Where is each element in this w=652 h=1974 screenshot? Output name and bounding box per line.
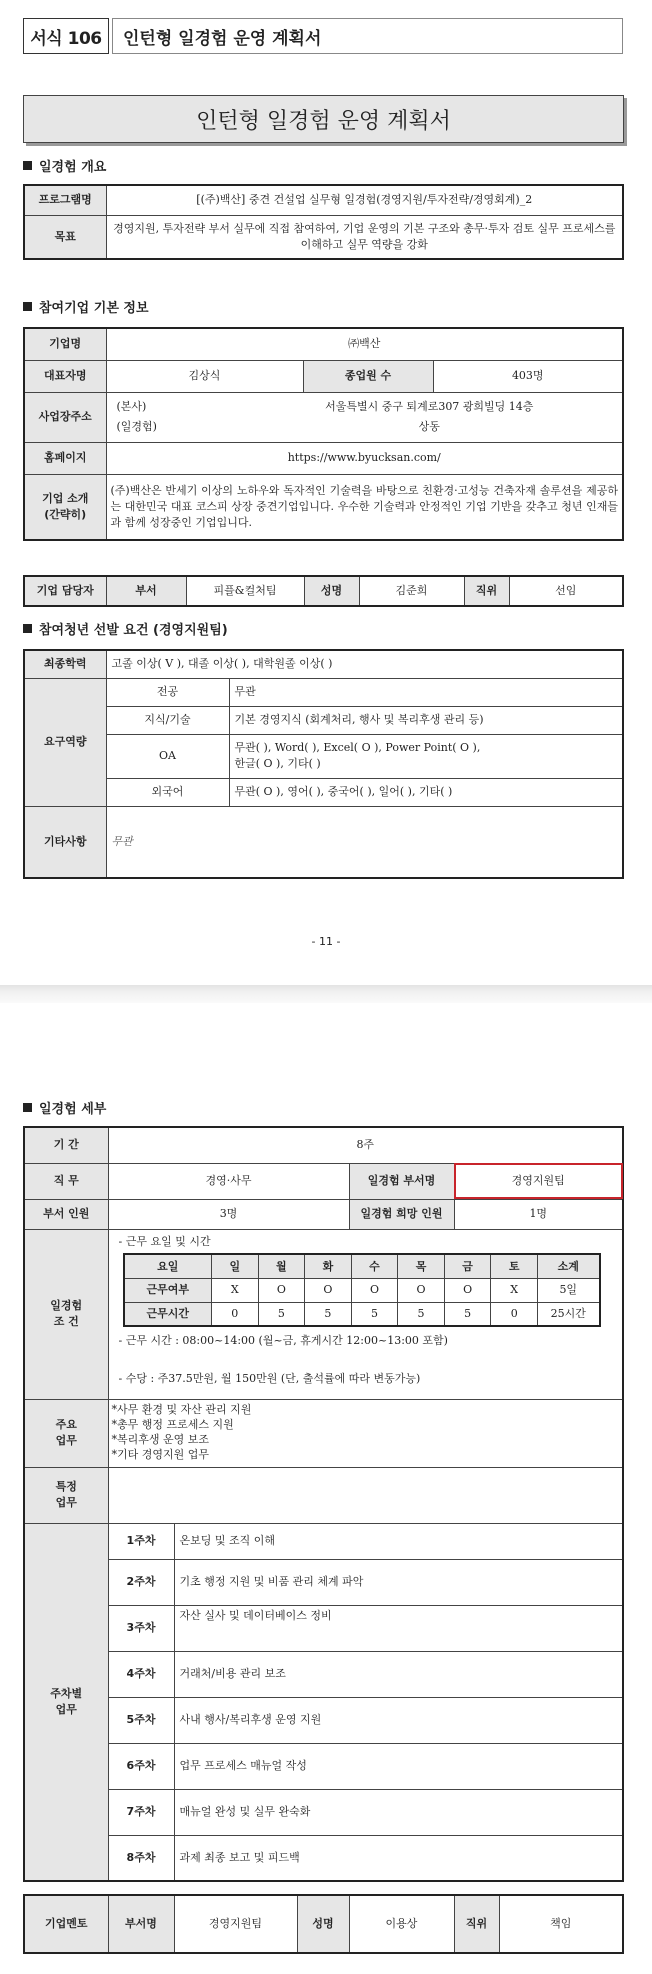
square-bullet-icon: [23, 1103, 32, 1112]
schedule-cell: X: [491, 1278, 538, 1302]
goal-value: 경영지원, 투자전략 부서 실무에 직접 참여하여, 기업 운영의 기본 구조와 총무·투자 검토 실무 프로세스를 이해하고 실무 역량을 강화: [106, 215, 623, 259]
mentor-pos-label: 직위: [454, 1895, 499, 1953]
goal-label: 목표: [24, 215, 106, 259]
schedule-cell: 5: [351, 1302, 398, 1326]
mentor-pos-value: 책임: [499, 1895, 623, 1953]
section-heading-overview: [23, 156, 106, 174]
oa-label: OA: [106, 734, 229, 778]
schedule-cell: O: [305, 1278, 352, 1302]
section-heading-detail: [23, 1098, 106, 1116]
mentor-name-value: 이용상: [349, 1895, 454, 1953]
document-page-1: [0, 0, 652, 985]
duty-value: 경영·사무: [108, 1163, 349, 1199]
contact-pos-value: 선임: [509, 576, 623, 606]
company-table: [23, 327, 624, 541]
oa-value-line1: 무관( ), Word( ), Excel( O ), Power Point( O ),: [234, 741, 481, 755]
week-number: 3주차: [108, 1605, 174, 1651]
hq-value: 서울특별시 중구 퇴계로307 광희빌딩 14층: [325, 400, 534, 414]
condition-label-line1: 일경험: [50, 1299, 83, 1313]
week-number: 4주차: [108, 1651, 174, 1697]
main-task-list: [108, 1399, 623, 1467]
schedule-header: 목: [398, 1254, 445, 1278]
company-name-label: 기업명: [24, 328, 106, 360]
company-name-value: ㈜백산: [106, 328, 623, 360]
homepage-link[interactable]: https://www.byucksan.com/: [106, 442, 623, 474]
schedule-row-label: 근무여부: [124, 1278, 212, 1302]
contact-table: [23, 575, 624, 607]
week-number: 6주차: [108, 1743, 174, 1789]
schedule-header: 토: [491, 1254, 538, 1278]
mentor-dept-value: 경영지원팀: [174, 1895, 297, 1953]
week-task: 기초 행정 지원 및 비품 관리 체계 파악: [174, 1559, 623, 1605]
form-number: 서식 106: [23, 18, 109, 54]
competency-label: 요구역량: [24, 678, 106, 806]
edu-label: 최종학력: [24, 650, 106, 678]
schedule-cell: X: [212, 1278, 259, 1302]
skill-value: 기본 경영지식 (회계처리, 행사 및 복리후생 관리 등): [229, 706, 623, 734]
section-heading-text: 참여기업 기본 정보: [39, 300, 149, 316]
week-task: 업무 프로세스 매뉴얼 작성: [174, 1743, 623, 1789]
page-number: - 11 -: [311, 935, 341, 948]
square-bullet-icon: [23, 302, 32, 311]
major-label: 전공: [106, 678, 229, 706]
main-task-item: *사무 환경 및 자산 관리 지원: [111, 1403, 252, 1417]
main-task-label-line2: 업무: [55, 1434, 77, 1447]
schedule-cell: 5: [305, 1302, 352, 1326]
week-task: 사내 행사/복리후생 운영 지원: [174, 1697, 623, 1743]
contact-name-value: 김준희: [359, 576, 464, 606]
main-task-item: *복리후생 운영 보조: [111, 1433, 210, 1446]
duty-label: 직 무: [24, 1163, 108, 1199]
intro-label-line2: (간략히): [44, 507, 87, 521]
week-number: 8주차: [108, 1835, 174, 1881]
schedule-header: 일: [212, 1254, 259, 1278]
staff-label: 종업원 수: [303, 360, 433, 392]
etc-label: 기타사항: [24, 806, 106, 878]
contact-dept-label: 부서: [106, 576, 186, 606]
special-task-label-line2: 업무: [55, 1496, 77, 1509]
overview-table: [23, 184, 624, 260]
square-bullet-icon: [23, 624, 32, 633]
site-label: (일경험): [116, 420, 157, 433]
address-value: [106, 392, 623, 442]
week-task: 과제 최종 보고 및 피드백: [174, 1835, 623, 1881]
wish-label: 일경험 희망 인원: [349, 1199, 454, 1229]
weekly-task-label-line1: 주차별: [50, 1686, 83, 1700]
condition-time: - 근무 시간 : 08:00~14:00 (월~금, 휴게시간 12:00~13:00 포함): [118, 1334, 448, 1348]
schedule-header: 월: [258, 1254, 305, 1278]
dept-value-highlighted: 경영지원팀: [454, 1163, 623, 1199]
schedule-cell: 5: [398, 1302, 445, 1326]
section-heading-text: 참여청년 선발 요건 (경영지원팀): [39, 622, 228, 638]
week-number: 2주차: [108, 1559, 174, 1605]
ceo-value: 김상식: [106, 360, 303, 392]
schedule-header: 요일: [124, 1254, 212, 1278]
requirements-table: [23, 649, 624, 879]
week-task: 온보딩 및 조직 이해: [174, 1523, 623, 1559]
schedule-work-row: [124, 1278, 600, 1302]
contact-label: 기업 담당자: [24, 576, 106, 606]
schedule-cell: 0: [212, 1302, 259, 1326]
schedule-header-row: [124, 1254, 600, 1278]
mentor-table: [23, 1894, 624, 1954]
schedule-cell: O: [444, 1278, 491, 1302]
mentor-dept-label: 부서명: [108, 1895, 174, 1953]
condition-sub: - 근무 요일 및 시간: [118, 1234, 211, 1248]
dept-staff-label: 부서 인원: [24, 1199, 108, 1229]
section-heading-text: 일경험 세부: [39, 1101, 107, 1117]
schedule-cell: O: [258, 1278, 305, 1302]
schedule-table: [123, 1253, 601, 1327]
weekly-task-label-line2: 업무: [55, 1702, 77, 1716]
ceo-label: 대표자명: [24, 360, 106, 392]
wish-value: 1명: [454, 1199, 623, 1229]
main-task-item: *총무 행정 프로세스 지원: [111, 1418, 234, 1432]
period-label: 기 간: [24, 1127, 108, 1163]
schedule-header: 수: [351, 1254, 398, 1278]
schedule-cell: 5: [258, 1302, 305, 1326]
program-label: 프로그램명: [24, 185, 106, 215]
contact-name-label: 성명: [304, 576, 359, 606]
oa-value: [229, 734, 623, 778]
schedule-hours-row: [124, 1302, 600, 1326]
special-task-label: [24, 1467, 108, 1523]
condition-cell: [108, 1229, 623, 1399]
square-bullet-icon: [23, 161, 32, 170]
condition-label-line2: 조 건: [53, 1315, 79, 1328]
contact-pos-label: 직위: [464, 576, 509, 606]
banner-title: 인턴형 일경험 운영 계획서: [23, 95, 624, 143]
schedule-cell: 5: [444, 1302, 491, 1326]
program-value: [(주)백산] 중견 건설업 실무형 일경험(경영지원/투자전략/경영회계)_2: [106, 185, 623, 215]
schedule-cell: 25시간: [538, 1302, 600, 1326]
section-heading-company: [23, 297, 149, 315]
week-number: 5주차: [108, 1697, 174, 1743]
mentor-name-label: 성명: [297, 1895, 349, 1953]
document-page-2: [0, 1003, 652, 1974]
intro-label: [24, 474, 106, 540]
special-task-value: [108, 1467, 623, 1523]
main-task-label: [24, 1399, 108, 1467]
schedule-row-label: 근무시간: [124, 1302, 212, 1326]
major-value: 무관: [229, 678, 623, 706]
staff-value: 403명: [433, 360, 623, 392]
etc-value: 무관: [106, 806, 623, 878]
special-task-label-line1: 특정: [55, 1480, 77, 1494]
main-task-item: *기타 경영지원 업무: [111, 1447, 210, 1461]
condition-pay: - 수당 : 주37.5만원, 월 150만원 (단, 출석률에 따라 변동가능): [118, 1372, 421, 1386]
address-label: 사업장주소: [24, 392, 106, 442]
section-heading-requirements: [23, 619, 228, 637]
week-task: 자산 실사 및 데이터베이스 정비: [174, 1605, 623, 1651]
week-task: 거래처/비용 관리 보조: [174, 1651, 623, 1697]
week-task: 매뉴얼 완성 및 실무 완숙화: [174, 1789, 623, 1835]
period-value: 8주: [108, 1127, 623, 1163]
detail-table: [23, 1126, 624, 1882]
site-value: 상동: [418, 420, 440, 433]
dept-label: 일경험 부서명: [349, 1163, 454, 1199]
lang-value: 무관( O ), 영어( ), 중국어( ), 일어( ), 기타( ): [229, 778, 623, 806]
page-separator: [0, 985, 652, 1003]
form-title: 인턴형 일경험 운영 계획서: [112, 18, 623, 54]
intro-label-line1: 기업 소개: [42, 491, 89, 505]
week-number: 7주차: [108, 1789, 174, 1835]
homepage-label: 홈페이지: [24, 442, 106, 474]
schedule-cell: 5일: [538, 1278, 600, 1302]
main-task-label-line1: 주요: [55, 1418, 77, 1432]
condition-label: [24, 1229, 108, 1399]
mentor-label: 기업멘토: [24, 1895, 108, 1953]
hq-label: (본사): [116, 400, 147, 414]
schedule-header: 소계: [538, 1254, 600, 1278]
week-number: 1주차: [108, 1523, 174, 1559]
oa-value-line2: 한글( O ), 기타( ): [234, 757, 321, 770]
dept-staff-value: 3명: [108, 1199, 349, 1229]
schedule-header: 금: [444, 1254, 491, 1278]
lang-label: 외국어: [106, 778, 229, 806]
schedule-cell: 0: [491, 1302, 538, 1326]
schedule-cell: O: [351, 1278, 398, 1302]
schedule-cell: O: [398, 1278, 445, 1302]
skill-label: 지식/기술: [106, 706, 229, 734]
intro-value: (주)백산은 반세기 이상의 노하우와 독자적인 기술력을 바탕으로 친환경·고성능 건축자재 솔루션을 제공하는 대한민국 대표 코스피 상장 중견기업입니다. 우수한 기술력과 안정적인 기업 기반을 갖추고 청년 인재들과 함께 성장중인 기업입니다.: [106, 474, 623, 540]
section-heading-text: 일경험 개요: [39, 159, 107, 175]
edu-value: 고졸 이상( V ), 대졸 이상( ), 대학원졸 이상( ): [106, 650, 623, 678]
contact-dept-value: 피플&컬처팀: [186, 576, 304, 606]
weekly-task-label: [24, 1523, 108, 1881]
schedule-header: 화: [305, 1254, 352, 1278]
